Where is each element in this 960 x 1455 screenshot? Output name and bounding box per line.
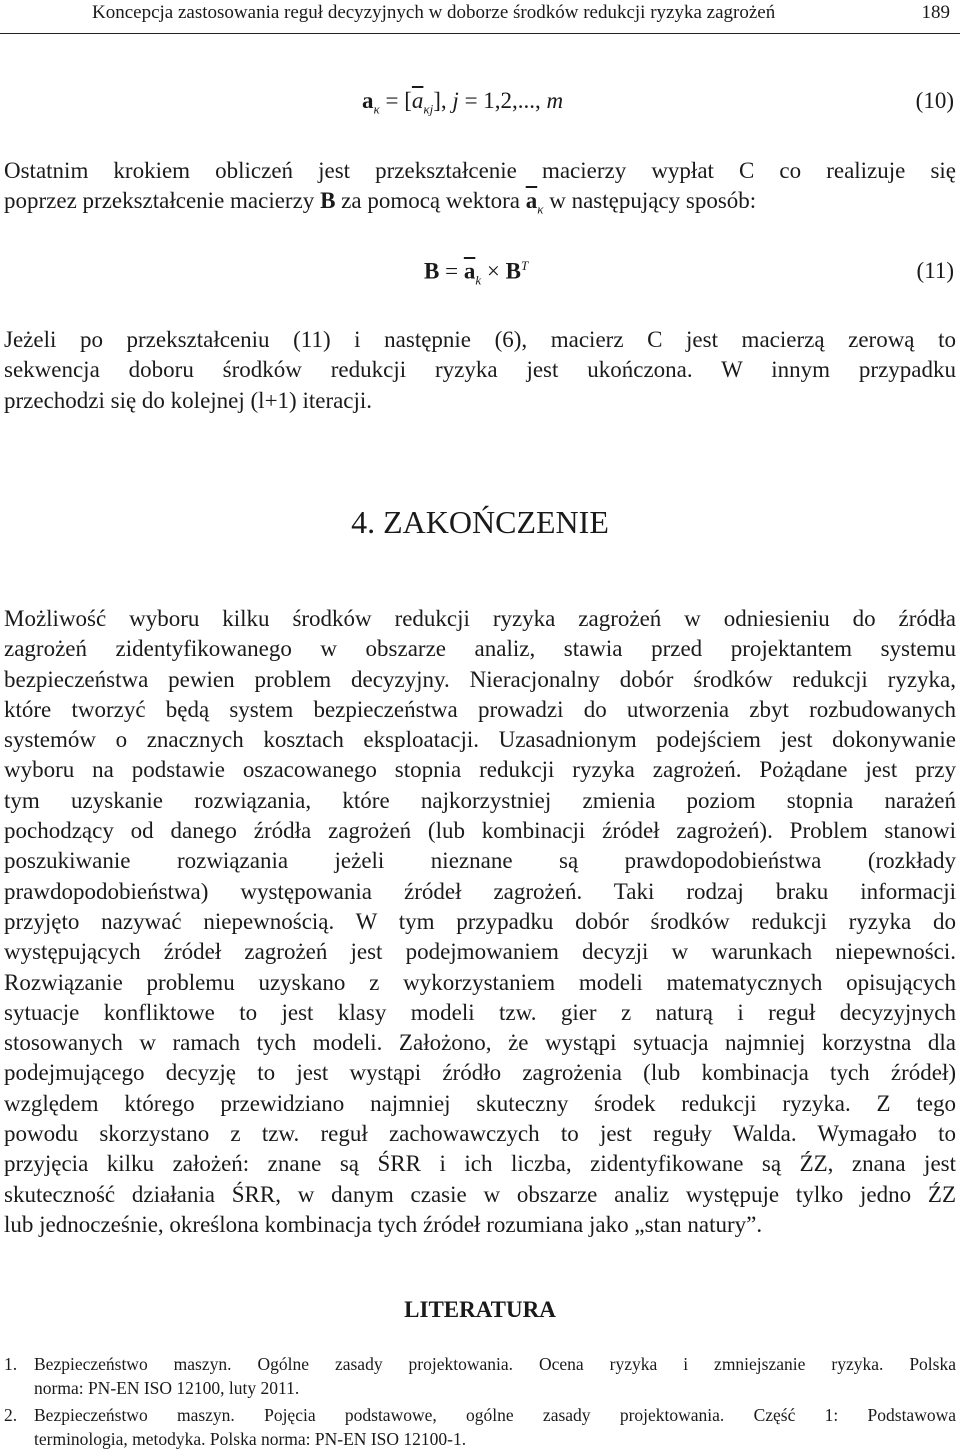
running-header	[0, 0, 960, 34]
equation-11-body: $B = \overline{a}_k \times B^T$	[424, 258, 529, 288]
text-line: Jeżeli po przekształceniu (11) i następnie (6), macierz C jest macierzą zerową to	[4, 327, 956, 352]
text-line: stosowanych w ramach tych modeli. Założono, że wystąpi sytuacja najmniej korzystna dla	[4, 1030, 956, 1056]
text-line: systemów o znacznych kosztach eksploatacji. Uzasadnionym podejściem jest dokonywanie	[4, 727, 956, 753]
text-line: przechodzi się do kolejnej (l+1) iteracji.	[4, 387, 373, 413]
text-line: poprzez przekształcenie macierzy B za pomocą wektora $\overline{a}_\kappa$ w następujący sposób:	[4, 188, 757, 217]
text-line: tym uzyskanie rozwiązania, które najkorzystniej zmienia poziom stopnia narażeń	[4, 787, 956, 813]
section-heading: 4. ZAKOŃCZENIE	[351, 504, 609, 540]
reference-item	[4, 1404, 956, 1451]
references-list	[4, 1353, 956, 1455]
text-line: prawdopodobieństwa) występowania źródeł zagrożeń. Taki rodzaj braku informacji	[4, 878, 956, 904]
text-line: poszukiwanie rozwiązania jeżeli nieznane są prawdopodobieństwa (rozkłady	[4, 848, 956, 874]
text-line: względem którego przewidziano najmniej skuteczny środek redukcji ryzyka. Z tego	[4, 1090, 956, 1116]
text-line: powodu skorzystano z tzw. reguł zachowawczych to jest reguły Walda. Wymagało to	[4, 1121, 956, 1147]
reference-number: 1.	[4, 1354, 18, 1374]
reference-text-line: Bezpieczeństwo maszyn. Ogólne zasady projektowania. Ocena ryzyka i zmniejszanie ryzyka. Polska	[34, 1354, 956, 1374]
text-line: pochodzący od danego źródła zagrożeń (lub kombinacji źródeł zagrożeń). Problem stanowi	[4, 818, 956, 844]
literature-heading: LITERATURA	[404, 1297, 556, 1322]
page-number: 189	[921, 2, 950, 23]
text-line: wyboru na podstawie oszacowanego stopnia redukcji ryzyka zagrożeń. Pożądane jest przy	[4, 757, 956, 783]
equation-number: (10)	[915, 88, 954, 113]
equation-10-body: $a_\kappa = [\overline{a}_{\kappa j}]$, j = 1,2,..., m	[362, 88, 564, 117]
header-title: Koncepcja zastosowania reguł decyzyjnych w doborze środków redukcji ryzyka zagrożeń	[92, 2, 776, 23]
text-line: Możliwość wyboru kilku środków redukcji ryzyka zagrożeń w odniesieniu do źródła	[4, 606, 956, 631]
reference-text-line: norma: PN-EN ISO 12100, luty 2011.	[34, 1377, 300, 1398]
equation-number: (11)	[916, 258, 954, 283]
paragraph-intro	[4, 156, 956, 225]
text-line: bezpieczeństwa pewien problem decyzyjny. Nieracjonalny dobór środków redukcji ryzyka,	[4, 666, 956, 692]
text-line: sytuacje konfliktowe to jest klasy modeli tzw. gier z naturą i reguł decyzyjnych	[4, 999, 956, 1025]
reference-text-line: terminologia, metodyka. Polska norma: PN-EN ISO 12100-1.	[34, 1428, 467, 1449]
text-line: skuteczność działania ŚRR, w danym czasie w obszarze analiz występuje tylko jedno ŹZ	[4, 1181, 956, 1207]
reference-item	[4, 1353, 956, 1400]
text-line: podejmującego decyzję to jest wystąpi źródło zagrożenia (lub kombinacja tych źródeł)	[4, 1060, 956, 1086]
text-line: Rozwiązanie problemu uzyskano z wykorzystaniem modeli matematycznych opisujących	[4, 969, 956, 995]
text-line: lub jednocześnie, określona kombinacja tych źródeł rozumiana jako „stan natury”.	[4, 1211, 763, 1237]
paragraph-iteration	[4, 325, 956, 416]
text-line: przyjęto nazywać niepewnością. W tym przypadku dobór środków redukcji ryzyka do	[4, 908, 956, 934]
text-line: występujących źródeł zagrożeń jest podejmowaniem decyzji w warunkach niepewności.	[4, 939, 956, 965]
reference-text-line: Bezpieczeństwo maszyn. Pojęcia podstawowe, ogólne zasady projektowania. Część 1: Podstawowa	[34, 1405, 956, 1425]
reference-number: 2.	[4, 1405, 18, 1425]
paragraph-conclusion	[4, 604, 956, 1240]
text-line: Ostatnim krokiem obliczeń jest przekształcenie macierzy wypłat C co realizuje się	[4, 158, 956, 183]
text-line: przyjęcia kilku założeń: znane są ŚRR i ich liczba, zidentyfikowane są ŹZ, znana jest	[4, 1151, 956, 1177]
text-line: zagrożeń zidentyfikowanego w obszarze analiz, stawia przed projektantem systemu	[4, 636, 956, 662]
text-line: które tworzyć będą system bezpieczeństwa prowadzi do utworzenia zbyt rozbudowanych	[4, 696, 956, 722]
text-line: sekwencja doboru środków redukcji ryzyka jest ukończona. W innym przypadku	[4, 357, 956, 383]
